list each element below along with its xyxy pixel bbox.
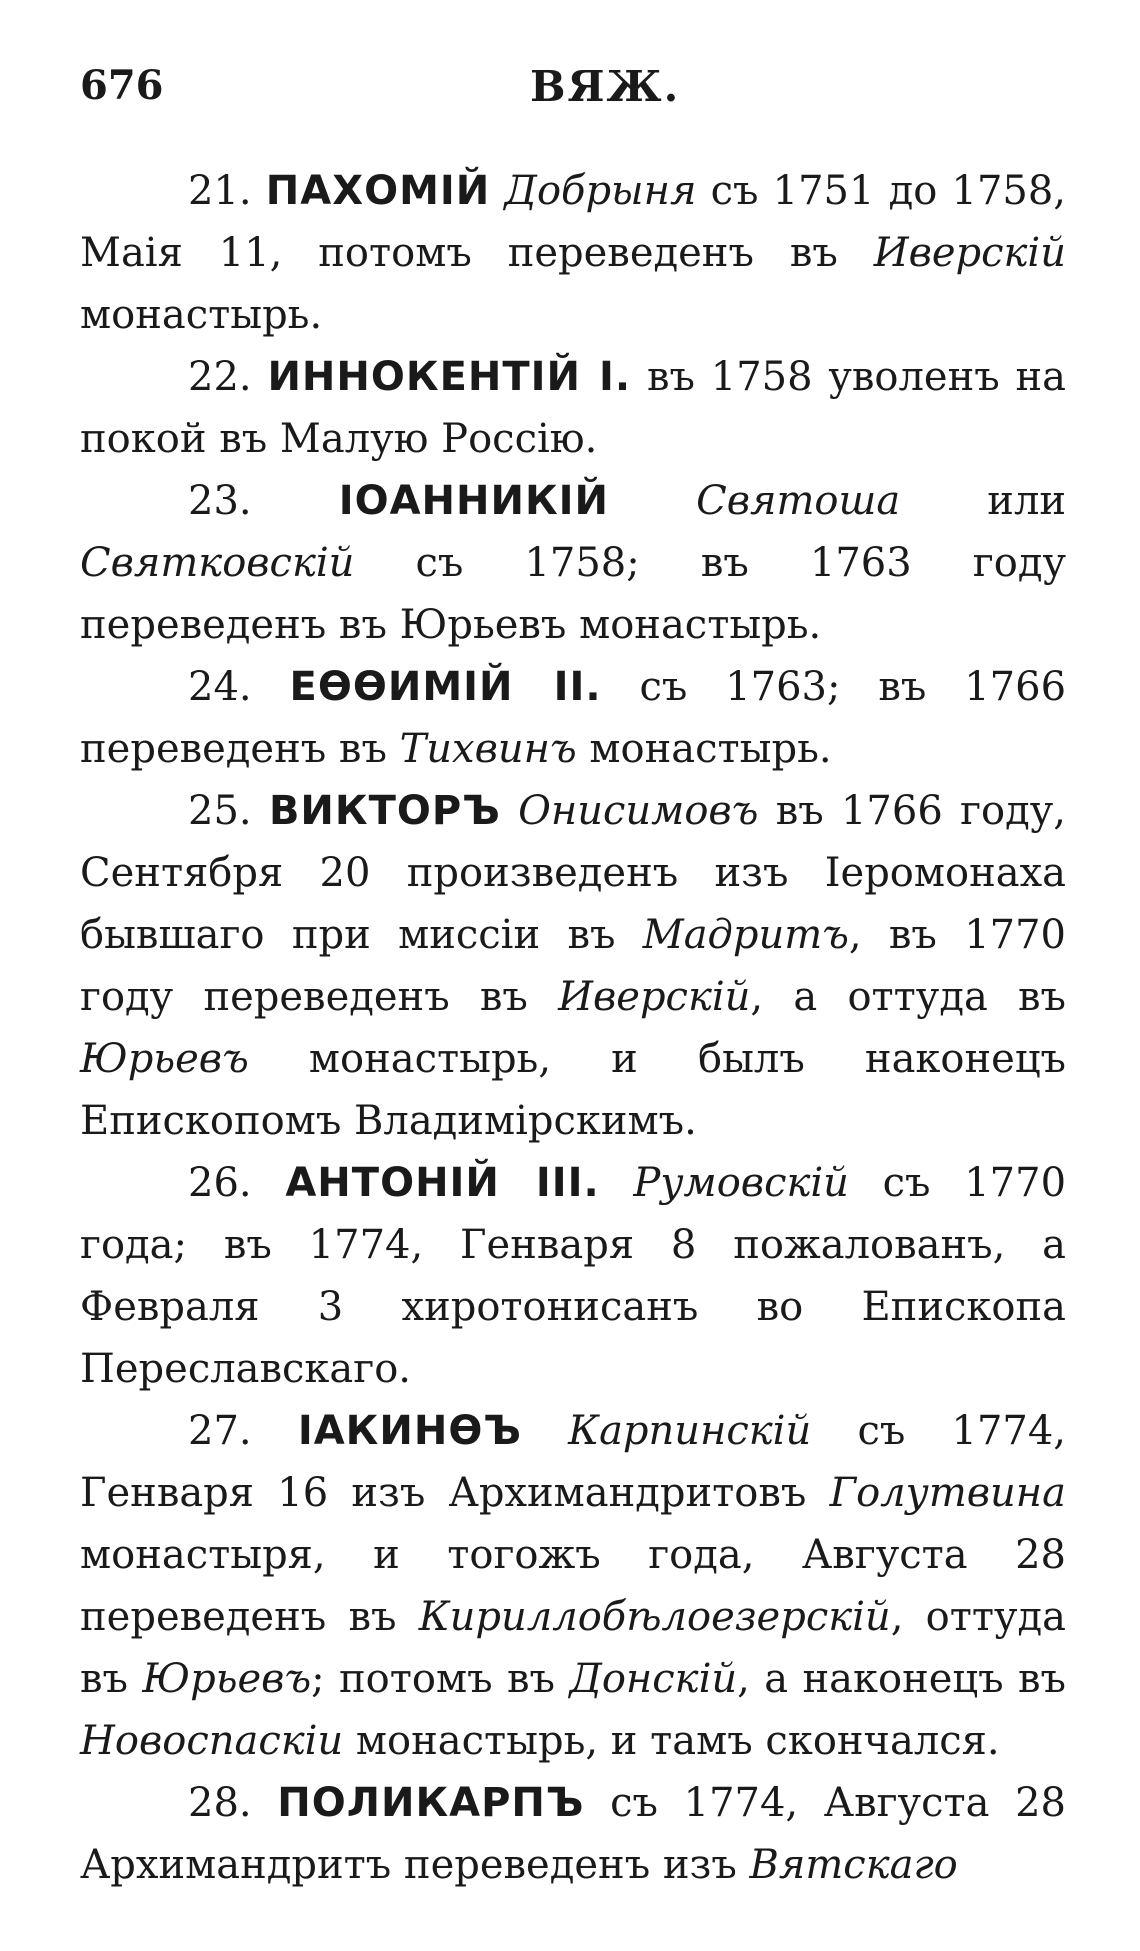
- list-item: [80, 1152, 1066, 1400]
- entry-number: 25.: [188, 788, 269, 834]
- list-item: [80, 160, 1066, 346]
- entry-paragraph: [80, 656, 1066, 780]
- entry-name: ПАХОМІЙ: [265, 168, 491, 214]
- list-item: [80, 656, 1066, 780]
- page-number: 676: [80, 62, 164, 109]
- entry-name: ИННОКЕНТІЙ І.: [267, 354, 632, 400]
- entry-number: 23.: [188, 478, 339, 524]
- entry-number: 21.: [188, 168, 266, 214]
- entry-italic-text: Карпинскій: [568, 1408, 812, 1454]
- list-item: [80, 780, 1066, 1152]
- entry-number: 26.: [188, 1160, 286, 1206]
- entry-text: монастырь, и былъ наконецъ Епископомъ Владимірскимъ.: [80, 1036, 1066, 1144]
- entry-text: , въ 1770 году переведенъ въ: [80, 912, 1066, 1020]
- entry-italic-text: Тихвинъ: [399, 726, 577, 772]
- entry-number: 27.: [188, 1408, 298, 1454]
- entry-italic-text: Юрьевъ: [142, 1656, 312, 1702]
- entry-paragraph: [80, 346, 1066, 470]
- entries-list: [80, 160, 1066, 1896]
- entry-text: , а наконецъ въ: [737, 1656, 1066, 1702]
- entry-italic-text: Румовскій: [633, 1160, 849, 1206]
- entry-text: въ 1758 уволенъ на покой въ Малую Россію.: [80, 354, 1067, 462]
- list-item: [80, 346, 1066, 470]
- entry-text: съ 1763; въ 1766 переведенъ въ: [80, 664, 1067, 772]
- entry-italic-text: Онисимовъ: [518, 788, 759, 834]
- entry-paragraph: [80, 470, 1066, 656]
- entry-name: ВИКТОРЪ: [268, 788, 501, 834]
- running-title: ВЯЖ.: [530, 62, 681, 111]
- entry-number: 28.: [188, 1780, 278, 1826]
- entry-paragraph: [80, 780, 1066, 1152]
- entry-italic-text: Голутвина: [829, 1470, 1066, 1516]
- entry-text: монастыря, и тогожъ года, Августа 28 переведенъ въ: [80, 1532, 1066, 1640]
- entry-paragraph: [80, 160, 1066, 346]
- entry-text: съ 1774, Августа 28 Архимандритъ переведенъ изъ: [80, 1780, 1067, 1888]
- entry-text: ; потомъ въ: [311, 1656, 570, 1702]
- entry-name: ЕѲѲИМІЙ II.: [289, 664, 602, 710]
- entry-italic-text: Иверскій: [558, 974, 751, 1020]
- entry-name: ІОАННИКІЙ: [338, 478, 610, 524]
- entry-italic-text: Святковскій: [80, 540, 355, 586]
- entry-name: ІАКИНѲЪ: [297, 1408, 522, 1454]
- entry-name: АНТОНІЙ III.: [285, 1160, 600, 1206]
- list-item: [80, 470, 1066, 656]
- entry-paragraph: [80, 1400, 1066, 1772]
- entry-text: монастырь.: [576, 726, 832, 772]
- entry-italic-text: Добрыня: [504, 168, 697, 214]
- entry-italic-text: Донскій: [569, 1656, 738, 1702]
- entry-text: или: [900, 478, 1067, 524]
- entry-paragraph: [80, 1152, 1066, 1400]
- list-item: [80, 1772, 1066, 1896]
- entry-text: съ 1751 до 1758, Маія 11, потомъ переведенъ въ: [80, 168, 1067, 276]
- entry-text: , оттуда въ: [80, 1594, 1067, 1702]
- entry-text: съ 1774, Генваря 16 изъ Архимандритовъ: [80, 1408, 1067, 1516]
- entry-text: монастырь, и тамъ скончался.: [343, 1718, 1000, 1764]
- entry-number: 22.: [188, 354, 268, 400]
- entry-text: въ 1766 году, Сентября 20 произведенъ изъ Іеромонаха бывшаго при миссіи въ: [80, 788, 1067, 958]
- entry-text: монастырь.: [80, 292, 323, 338]
- entry-paragraph: [80, 1772, 1066, 1896]
- entry-italic-text: Мадритъ: [642, 912, 849, 958]
- list-item: [80, 1400, 1066, 1772]
- entry-italic-text: Юрьевъ: [80, 1036, 249, 1082]
- entry-name: ПОЛИКАРПЪ: [277, 1780, 585, 1826]
- entry-italic-text: Кириллобѣлоезерскій: [418, 1594, 891, 1640]
- page-header: [80, 62, 1080, 122]
- entry-text: съ 1758; въ 1763 году переведенъ въ Юрьевъ монастырь.: [80, 540, 1066, 648]
- entry-italic-text: Святоша: [696, 478, 901, 524]
- entry-italic-text: Новоспаскіи: [80, 1718, 344, 1764]
- entry-italic-text: Вятскаго: [749, 1842, 958, 1888]
- entry-text: , а оттуда въ: [750, 974, 1067, 1020]
- entry-text: съ 1770 года; въ 1774, Генваря 8 пожалованъ, а Февраля 3 хиротонисанъ во Епископа Переславскаго.: [80, 1160, 1067, 1392]
- entry-number: 24.: [188, 664, 290, 710]
- entry-italic-text: Иверскій: [873, 230, 1066, 276]
